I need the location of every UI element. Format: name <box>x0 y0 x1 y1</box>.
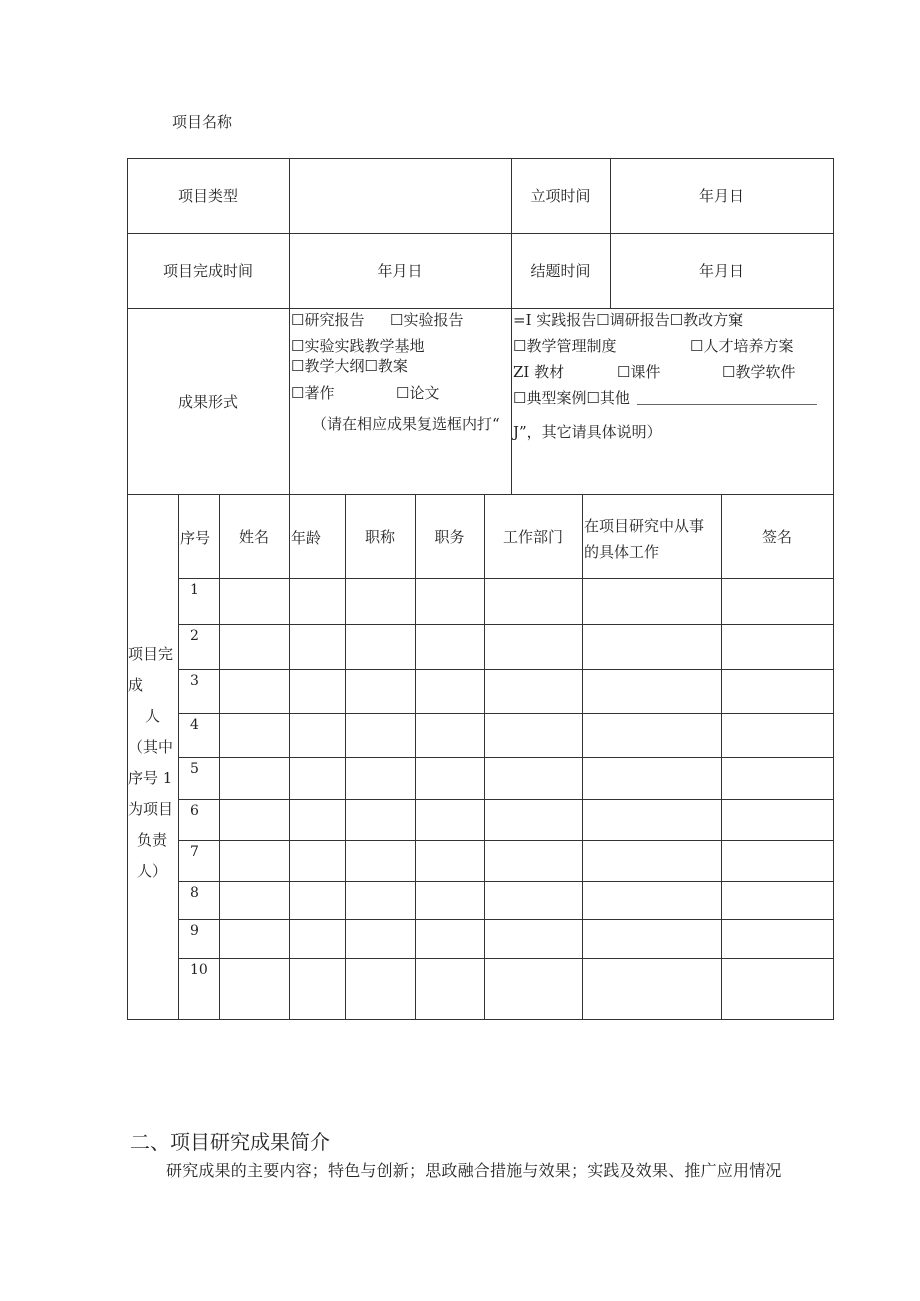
row-number: 10 <box>190 962 208 978</box>
checkbox-research-report[interactable]: ☐研究报告 <box>291 311 365 329</box>
instruction-note-continued: J”，其它请具体说明） <box>513 423 662 441</box>
checkbox-practice-base[interactable]: ☐实验实践教学基地 <box>291 337 425 355</box>
section-2-intro: 研究成果的主要内容；特色与创新；思政融合措施与效果；实践及效果、推广应用情况 <box>166 1161 782 1180</box>
checkbox-teaching-management[interactable]: ☐教学管理制度 <box>513 337 617 355</box>
project-type-value[interactable] <box>289 158 511 233</box>
row-number: 8 <box>190 885 199 901</box>
achievement-form-label: 成果形式 <box>177 392 238 411</box>
checkbox-teaching-software[interactable]: ☐教学软件 <box>722 363 796 381</box>
finish-time-label: 项目完成时间 <box>162 262 253 280</box>
header-work-line1: 在项目研究中从事 <box>584 517 705 535</box>
header-title: 职称 <box>364 527 395 546</box>
row-number: 9 <box>190 923 199 939</box>
row-number: 2 <box>190 628 199 644</box>
members-side-label-2: 成 <box>128 676 144 694</box>
start-date-label: 立项时间 <box>530 187 591 205</box>
row-number: 6 <box>190 803 199 819</box>
row-number: 7 <box>190 844 199 860</box>
checkbox-monograph[interactable]: ☐著作 <box>291 384 335 402</box>
header-seq: 序号 <box>180 529 211 547</box>
checkbox-textbook[interactable]: ZI 教材 <box>513 363 565 381</box>
project-type-label: 项目类型 <box>177 187 238 205</box>
header-name: 姓名 <box>238 527 269 546</box>
checkbox-syllabus-lesson-plan[interactable]: ☐教学大纲☐教案 <box>291 357 408 375</box>
checkbox-paper[interactable]: ☐论文 <box>396 384 440 402</box>
header-position: 职务 <box>434 527 465 546</box>
checkbox-experiment-report[interactable]: ☐实验报告 <box>390 311 464 329</box>
row-number: 4 <box>190 717 199 733</box>
members-side-label-3: 人 <box>145 707 161 725</box>
row-number: 3 <box>190 673 199 689</box>
start-date-value[interactable]: 年月日 <box>698 187 744 205</box>
checkbox-courseware[interactable]: ☐课件 <box>617 363 661 381</box>
members-side-label-6: 为项目 <box>128 800 174 818</box>
close-date-label: 结题时间 <box>530 262 591 280</box>
members-side-label-7: 负责 <box>137 831 168 849</box>
header-work-line2: 的具体工作 <box>584 543 660 561</box>
members-side-label-5: 序号 1 <box>128 769 173 787</box>
project-name-label: 项目名称 <box>172 113 233 131</box>
close-date-value[interactable]: 年月日 <box>698 262 744 280</box>
checkbox-group-practice-survey-reform[interactable]: =I 实践报告☐调研报告☐教改方窠 <box>513 311 744 329</box>
members-side-label-1: 项目完 <box>128 645 174 663</box>
checkbox-instruction-note: （请在相应成果复选框内打“ <box>312 415 500 433</box>
row-number: 5 <box>190 761 199 777</box>
checkbox-case-other[interactable]: ☐典型案例☐其他 <box>513 389 630 407</box>
header-age: 年龄 <box>291 529 322 547</box>
header-signature: 签名 <box>761 527 792 546</box>
section-2-heading: 二、项目研究成果简介 <box>130 1130 330 1154</box>
checkbox-talent-plan[interactable]: ☐人才培养方案 <box>690 337 794 355</box>
header-department: 工作部门 <box>502 527 563 546</box>
finish-time-value[interactable]: 年月日 <box>377 262 423 280</box>
row-number: 1 <box>190 582 199 598</box>
members-side-label-4: （其中 <box>128 738 174 756</box>
members-side-label-8: 人） <box>137 862 168 880</box>
other-fill-line[interactable] <box>637 404 817 405</box>
